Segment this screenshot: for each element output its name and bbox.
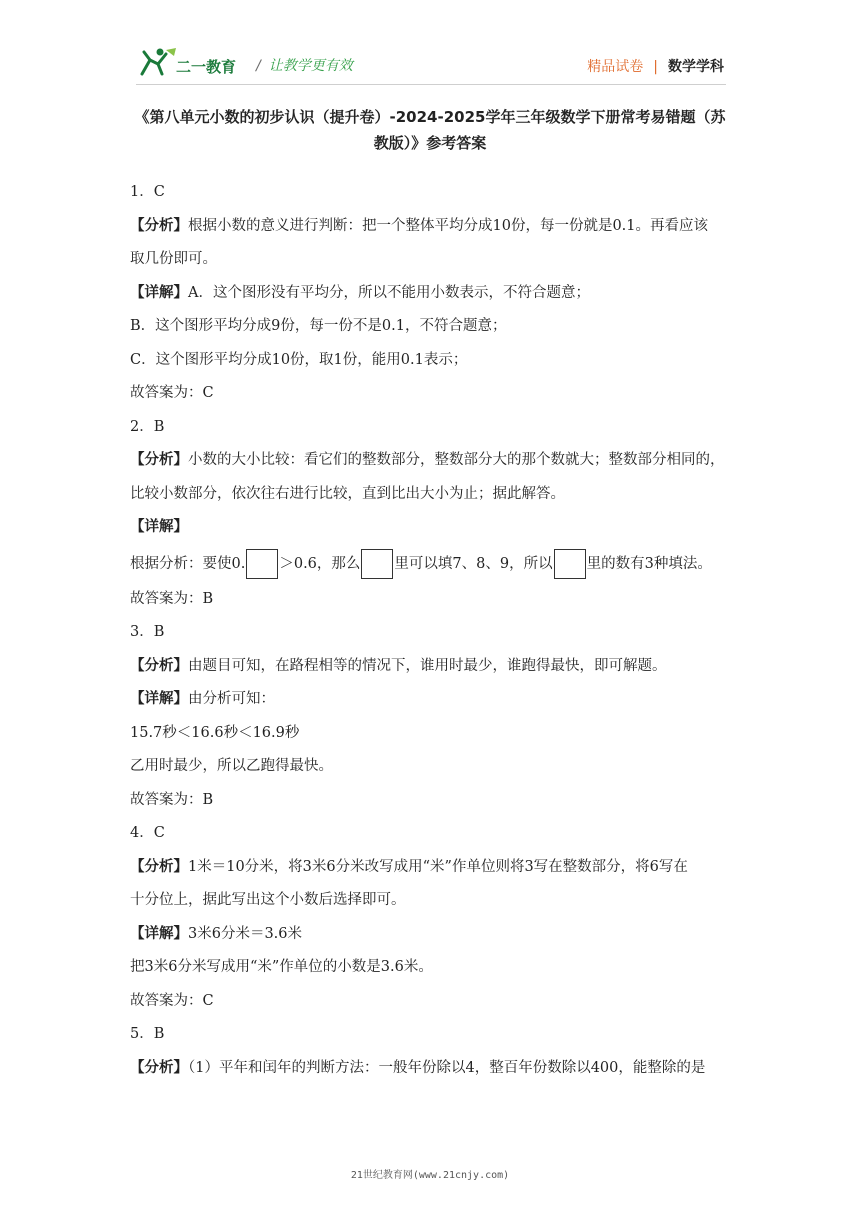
q3-statement: 乙用时最少，所以乙跑得最快。	[130, 758, 333, 774]
q4-conclusion: 故答案为：C	[130, 992, 214, 1009]
analysis-tag: 【分析】	[130, 657, 188, 674]
detail-tag: 【详解】	[130, 691, 188, 707]
answer-content	[130, 176, 730, 1085]
blank-box	[361, 549, 393, 579]
running-figure-logo-icon	[136, 46, 246, 82]
page-footer: 21世纪教育网(www.21cnjy.com)	[350, 1170, 510, 1181]
slogan-slash: /	[256, 58, 261, 74]
q1-conclusion: 故答案为：C	[130, 385, 214, 401]
blank-box	[246, 549, 278, 579]
analysis-tag: 【分析】	[130, 858, 188, 875]
detail-part-2: ＞0.6，那么	[279, 555, 361, 572]
analysis-text: 1米＝10分米，将3米6分米改写成用“米”作单位则将3写在整数部分，将6写在	[188, 858, 688, 875]
detail-tag: 【详解】	[130, 925, 188, 942]
header-divider	[136, 84, 726, 85]
q5-answer: 5．B	[130, 1026, 165, 1042]
q2-detail-tag	[130, 511, 730, 545]
page-header	[0, 0, 860, 88]
q1-option-b: B．这个图形平均分成9份，每一份不是0.1，不符合题意；	[130, 318, 507, 334]
detail-part-4: 里的数有3种填法。	[586, 555, 712, 572]
detail-tag: 【详解】	[130, 284, 188, 301]
blank-box	[554, 549, 586, 579]
q2-analysis-line-1	[130, 444, 730, 478]
q1-analysis-line-2: 取几份即可。	[130, 251, 217, 267]
detail-text: A．这个图形没有平均分，所以不能用小数表示，不符合题意；	[188, 284, 590, 301]
slogan-text: 让教学更有效	[268, 58, 353, 74]
detail-text: 由分析可知：	[188, 691, 275, 707]
analysis-text: 小数的大小比较：看它们的整数部分，整数部分大的那个数就大；整数部分相同的，	[188, 452, 725, 468]
header-separator: |	[653, 59, 658, 75]
detail-text: 3米6分米＝3.6米	[188, 925, 303, 942]
q4-detail-line	[130, 918, 730, 952]
analysis-text: 根据小数的意义进行判断：把一个整体平均分成10份，每一份就是0.1。再看应该	[188, 217, 709, 234]
q4-statement: 把3米6分米写成用“米”作单位的小数是3.6米。	[130, 959, 433, 975]
subject-label: 数学学科	[668, 59, 724, 75]
q1-detail-line	[130, 277, 730, 311]
q3-analysis-line	[130, 650, 730, 684]
analysis-text: 由题目可知，在路程相等的情况下，谁用时最少，谁跑得最快，即可解题。	[188, 657, 667, 674]
detail-part-1: 根据分析：要使0.	[130, 555, 246, 572]
q4-analysis-line-1	[130, 851, 730, 885]
analysis-text: （1）平年和闰年的判断方法：一般年份除以4，整百年份数除以400，能整除的是	[188, 1059, 706, 1076]
q2-conclusion: 故答案为：B	[130, 590, 214, 607]
premium-label: 精品试卷	[587, 59, 644, 75]
q4-analysis-line-2: 十分位上，据此写出这个小数后选择即可。	[130, 892, 406, 908]
header-right	[587, 56, 724, 76]
q1-answer: 1．C	[130, 184, 165, 200]
svg-text:二一教育: 二一教育	[176, 58, 237, 76]
q4-answer: 4．C	[130, 825, 165, 841]
detail-part-3: 里可以填7、8、9，所以	[394, 555, 553, 572]
q2-detail-line	[130, 545, 730, 583]
q5-analysis-line-1	[130, 1052, 730, 1086]
q2-analysis-line-2: 比较小数部分，依次往右进行比较，直到比出大小为止；据此解答。	[130, 485, 565, 502]
analysis-tag: 【分析】	[130, 1059, 188, 1076]
q1-option-c: C．这个图形平均分成10份，取1份，能用0.1表示；	[130, 351, 468, 368]
q2-answer: 2．B	[130, 418, 165, 435]
q3-conclusion: 故答案为：B	[130, 791, 214, 808]
slogan	[256, 55, 353, 75]
document-title: 《第八单元小数的初步认识（提升卷）-2024-2025学年三年级数学下册常考易错题（苏教版）》参考答案	[134, 108, 726, 152]
q3-comparison: 15.7秒＜16.6秒＜16.9秒	[130, 724, 300, 741]
analysis-tag: 【分析】	[130, 217, 188, 234]
analysis-tag: 【分析】	[130, 452, 188, 468]
q3-detail-line	[130, 683, 730, 717]
q1-analysis-line-1	[130, 210, 730, 244]
detail-tag: 【详解】	[130, 519, 188, 535]
brand-logo[interactable]	[136, 46, 246, 82]
q3-answer: 3．B	[130, 624, 165, 640]
